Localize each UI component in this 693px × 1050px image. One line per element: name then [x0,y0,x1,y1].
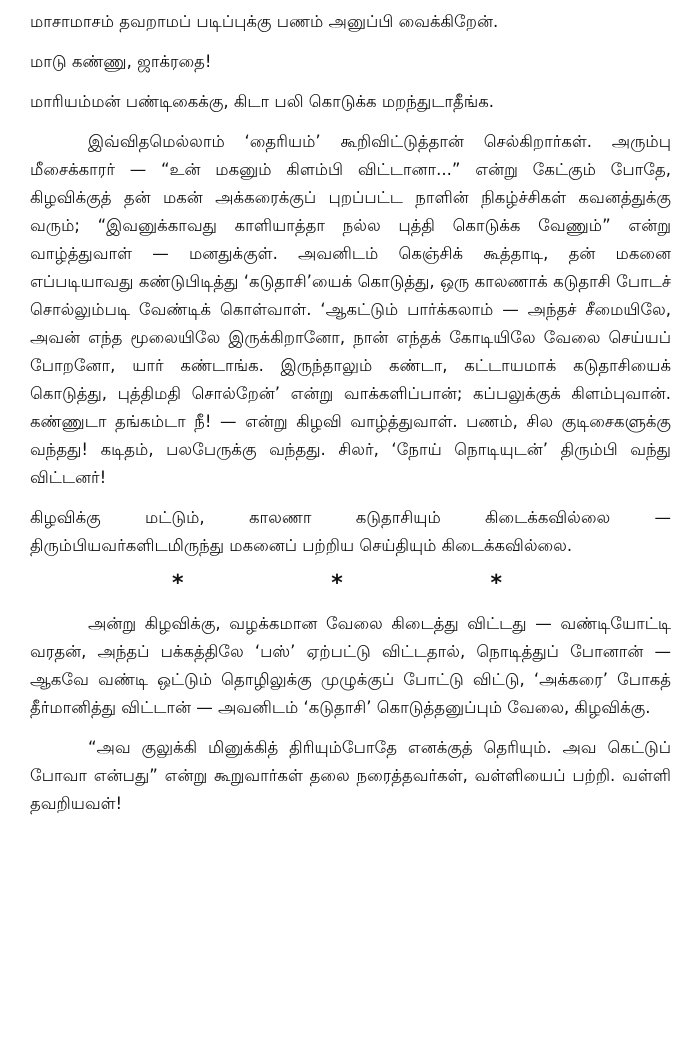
letter-line-money: மாசாமாசம் தவறாமப் படிப்புக்கு பணம் அனுப்பி வைக்கிறேன். [30,12,499,31]
section-break-star: * [172,571,184,596]
paragraph-varadhan: அன்று கிழவிக்கு, வழக்கமான வேலை கிடைத்து விட்டது — வண்டியோட்டி வரதன், அந்தப் பக்கத்திலே ‘பஸ்’ ஏற்பட்டு விட்டதால், நொடித்துப் போனான் — ஆகவே வண்டி ஒட்டும் தொழிலுக்கு முழுக்குப் போட்டு விட்டு, ‘அக்கரை’ போகத் தீர்மானித்து விட்டான் — அவனிடம் ‘கடுதாசி’ கொடுத்தனுப்பும் வேலை, கிழவிக்கு. [30,614,671,717]
letter-line-cattle: மாடு கண்ணு, ஜாக்ரதை! [30,52,212,71]
section-break-star: * [490,571,502,596]
paragraph-departure: இவ்விதமெல்லாம் ‘தைரியம்’ கூறிவிட்டுத்தான் செல்கிறார்கள். அரும்பு மீசைக்காரர் — “உன் மகனும் கிளம்பி விட்டானா...” என்று கேட்கும் போதே, கிழவிக்குத் தன் மகன் அக்கரைக்குப் புறப்பட்ட நாளின் நிகழ்ச்சிகள் கவனத்துக்கு வரும்; “இவனுக்காவது காளியாத்தா நல்ல புத்தி கொடுக்க வேணும்” என்று வாழ்த்துவாள் — மனதுக்குள். அவனிடம் கெஞ்சிக் கூத்தாடி, தன் மகனை எப்படியாவது கண்டுபிடித்து ‘கடுதாசி’யைக் கொடுத்து, ஒரு காலணாக் கடுதாசி போடச் சொல்லும்படி வேண்டிக் கொள்வாள். ‘ஆகட்டும் பார்க்கலாம் — அந்தச் சீமையிலே, அவன் எந்த மூலையிலே இருக்கிறானோ, நான் எந்தக் கோடியிலே வேலை செய்யப் போறனோ, யார் கண்டாங்க. இருந்தாலும் கண்டா, கட்டாயமாக் கடுதாசியைக் கொடுத்து, புத்திமதி சொல்றேன்’ என்று வாக்களிப்பான்; கப்பலுக்குக் கிளம்புவான். கண்ணுடா தங்கம்டா நீ! — என்று கிழவி வாழ்த்துவாள். பணம், சில குடிசைகளுக்கு வந்தது! கடிதம், பலபேருக்கு வந்தது. சிலர், ‘நோய் நொடியுடன்’ திரும்பி வந்து விட்டனர்! [30,132,671,487]
letter-line-festival: மாரியம்மன் பண்டிகைக்கு, கிடா பலி கொடுக்க மறந்துடாதீங்க. [30,92,495,111]
section-break-star: * [331,571,343,596]
section-break [172,570,502,598]
paragraph-no-letter: கிழவிக்கு மட்டும், காலணா கடுதாசியும் கிடைக்கவில்லை — திரும்பியவர்களிடமிருந்து மகனைப் பற்றிய செய்தியும் கிடைக்கவில்லை. [30,508,671,555]
paragraph-valli: “அவ குலுக்கி மினுக்கித் திரியும்போதே எனக்குத் தெரியும். அவ கெட்டுப் போவா என்பது” என்று கூறுவார்கள் தலை நரைத்தவர்கள், வள்ளியைப் பற்றி. வள்ளி தவறியவள்! [30,738,671,813]
